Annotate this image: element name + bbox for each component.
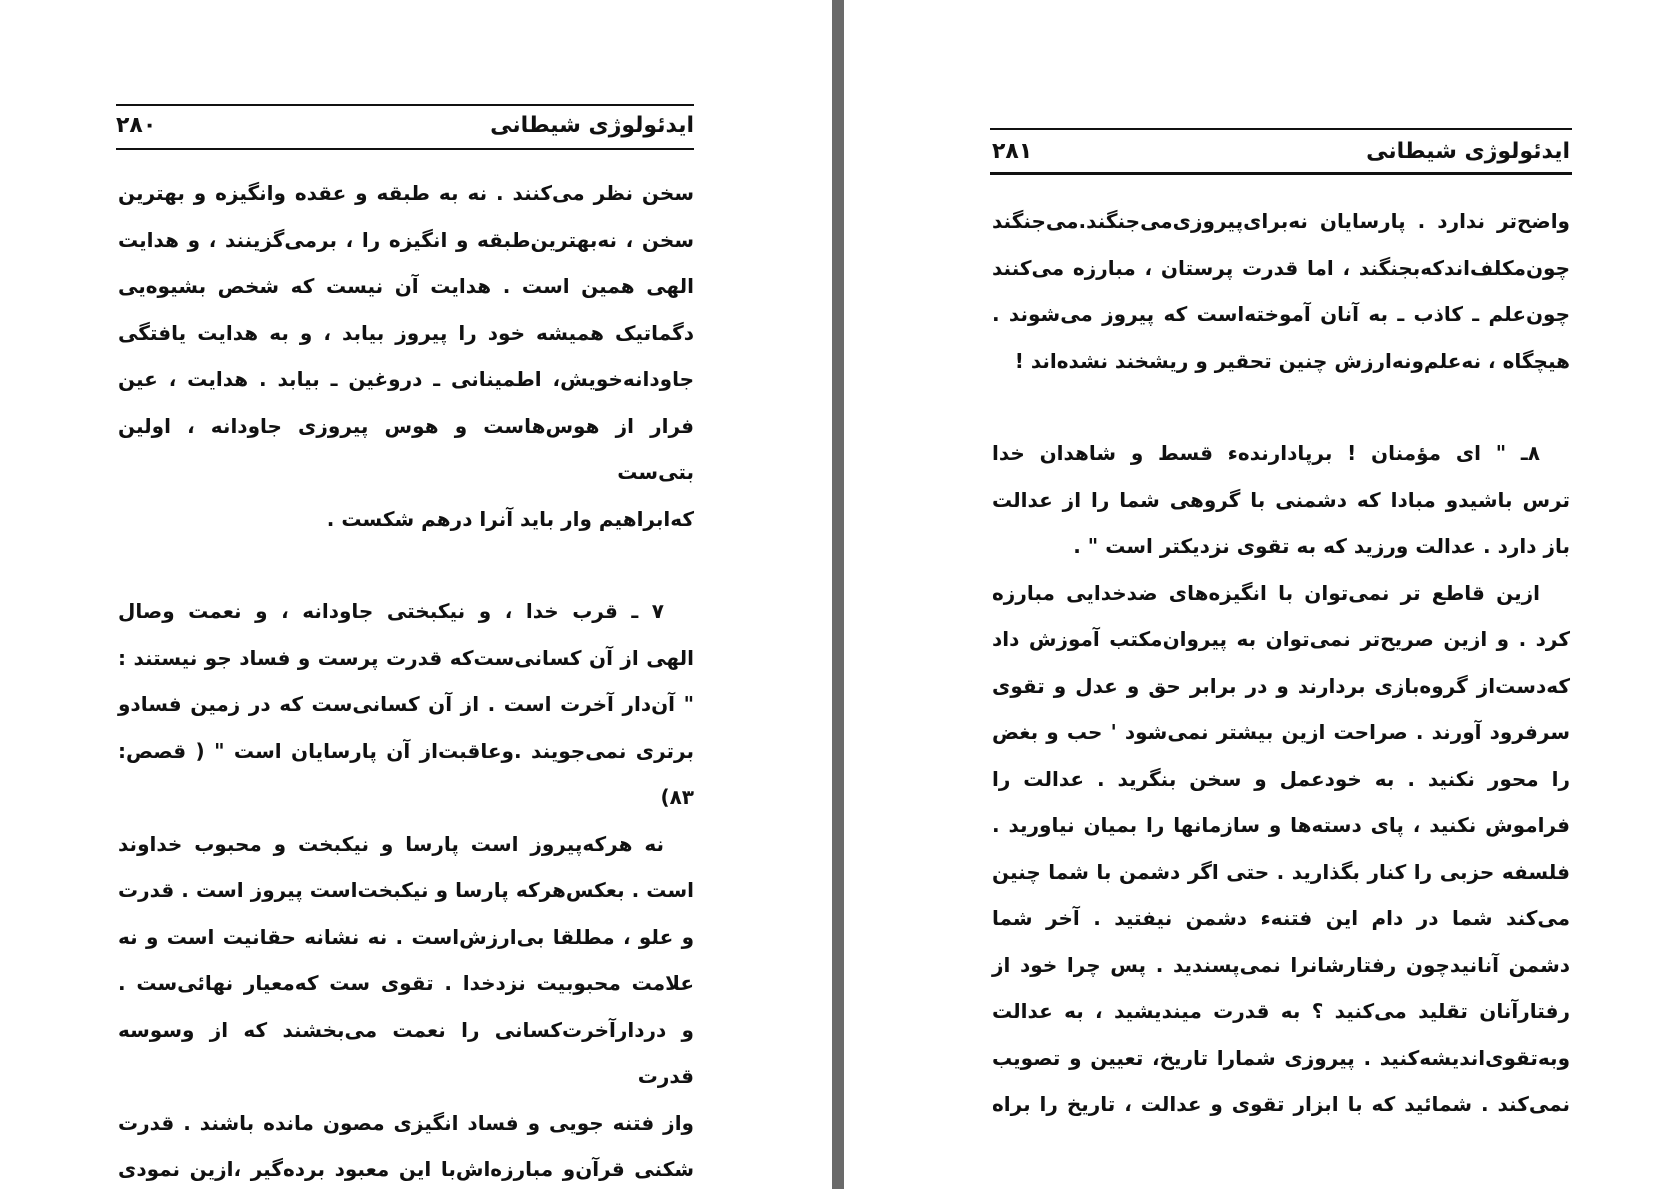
running-header xyxy=(992,134,1570,168)
text-line: نه هرکه‌پیروز است پارسا و نیکبخت و محبوب خداوند xyxy=(118,831,664,856)
header-rule-top xyxy=(990,128,1572,130)
text-line: می‌کند شما در دام این فتنه‌ء دشمن نیفتید . آخر شما xyxy=(992,906,1570,930)
text-line: و علو ، مطلقا بی‌ارزش‌است . نه نشانه حقانیت است و نه xyxy=(118,924,694,949)
paragraph xyxy=(992,570,1570,1128)
text-line: الهی همین است . هدایت آن نیست که شخص بشیوه‌یی xyxy=(118,274,694,298)
text-line: واضح‌تر ندارد . پارسایان نه‌برای‌پیروزی‌می‌جنگند.می‌جنگند xyxy=(992,209,1570,233)
paragraph-gap xyxy=(992,384,1570,430)
text-line: واز فتنه جویی و فساد انگیزی مصون مانده باشند . قدرت xyxy=(118,1110,694,1135)
running-header xyxy=(116,108,694,142)
text-line: ترس باشیدو مبادا که دشمنی با گروهی شما را از عدالت xyxy=(992,487,1570,512)
paragraph xyxy=(118,170,694,542)
paragraph xyxy=(118,821,694,1189)
text-line: که‌دست‌از گروه‌بازی بردارند و در برابر حق و عدل و تقوی xyxy=(992,673,1570,698)
header-rule-bottom xyxy=(116,148,694,150)
text-line: شکنی قرآن‌و مبارزه‌اش‌با این معبود برده‌گیر ،ازین نمودی xyxy=(118,1157,694,1181)
paragraph xyxy=(992,430,1570,570)
body-text xyxy=(992,198,1570,1128)
text-line: که‌ابراهیم وار باید آنرا درهم شکست . xyxy=(326,506,694,531)
text-line: ۸ـ " ای مؤمنان ! برپادارنده‌ء قسط و شاهدان خدا xyxy=(992,441,1540,465)
text-line: است . بعکس‌هرکه پارسا و نیکبخت‌است پیروز است . قدرت xyxy=(118,878,694,902)
text-line: ازین قاطع تر نمی‌توان با انگیزه‌های ضدخدایی مبارزه xyxy=(992,580,1540,605)
page-number: ۲۸۰ xyxy=(116,112,157,138)
text-line: وبه‌تقوی‌اندیشه‌کنید . پیروزی شمارا تاریخ، تعیین و تصویب xyxy=(992,1045,1570,1070)
left-page xyxy=(0,0,832,1189)
text-line: سخن نظر می‌کنند . نه به طبقه و عقده وانگیزه و بهترین xyxy=(118,181,694,205)
text-line: دگماتیک همیشه خود را پیروز بیابد ، و به هدایت یافتگی xyxy=(118,320,694,345)
text-line: برتری نمی‌جویند .وعاقبت‌از آن پارسایان است " ( قصص: xyxy=(118,738,694,763)
text-line: کرد . و ازین صریح‌تر نمی‌توان به پیروان‌مکتب آموزش داد xyxy=(992,627,1570,651)
text-line: رفتارآنان تقلید می‌کنید ؟ به قدرت میندیشید ، به عدالت xyxy=(992,999,1570,1023)
text-line: دشمن آنانیدچون رفتارشانرا نمی‌پسندید . پس چرا خود از xyxy=(992,952,1570,977)
body-text xyxy=(118,170,694,1189)
header-rule-bottom xyxy=(990,172,1572,175)
text-line: نمی‌کند . شمائید که با ابزار تقوی و عدالت ، تاریخ را براه xyxy=(992,1092,1570,1116)
running-title: ایدئولوژی شیطانی xyxy=(1366,138,1570,164)
text-line: فراموش نکنید ، پای دسته‌ها و سازمانها را بمیان نیاورید . xyxy=(992,813,1570,837)
running-title: ایدئولوژی شیطانی xyxy=(490,112,694,138)
text-line: سرفرود آورند . صراحت ازین بیشتر نمی‌شود ' حب و بغض xyxy=(992,720,1570,744)
text-line: جاودانه‌خویش، اطمینانی ـ دروغین ـ بیابد . هدایت ، عین xyxy=(118,367,694,391)
text-line: فرار از هوس‌هاست و هوس پیروزی جاودانه ، اولین بتی‌ست xyxy=(118,413,694,484)
text-line: چون‌مکلف‌اند‌که‌بجنگند ، اما قدرت پرستان ، مبارزه می‌کنند xyxy=(992,255,1570,280)
paragraph xyxy=(118,588,694,821)
page-number: ۲۸۱ xyxy=(992,138,1033,164)
right-page xyxy=(844,0,1671,1189)
text-line: ۸۳) xyxy=(660,785,694,809)
text-line: هیچگاه ، نه‌علم‌ونه‌ارزش چنین تحقیر و ریشخند نشده‌اند ! xyxy=(1014,348,1570,373)
header-rule-top xyxy=(116,104,694,106)
text-line: باز دارد . عدالت ورزید که به تقوی نزدیکتر است " . xyxy=(1073,534,1570,558)
paragraph xyxy=(992,198,1570,384)
text-line: " آن‌دار آخرت است . از آن کسانی‌ست که در زمین فسادو xyxy=(118,692,694,716)
text-line: علامت محبوبیت نزدخدا . تقوی ست که‌معیار نهائی‌ست . xyxy=(118,971,694,995)
text-line: را محور نکنید . به خودعمل و سخن بنگرید . عدالت را xyxy=(992,766,1570,791)
text-line: چون‌علم ـ کاذب ـ به آنان آموخته‌است که پیروز می‌شوند . xyxy=(992,302,1570,326)
text-line: سخن ، نه‌بهترین‌طبقه و انگیزه را ، برمی‌گزینند ، و هدایت xyxy=(118,227,694,252)
text-line: فلسفه حزبی را کنار بگذارید . حتی اگر دشمن با شما چنین xyxy=(992,859,1570,884)
text-line: الهی از آن کسانی‌ست‌که قدرت پرست و فساد جو نیستند : xyxy=(118,645,694,670)
paragraph-gap xyxy=(118,542,694,588)
text-line: ۷ ـ قرب خدا ، و نیکبختی جاودانه ، و نعمت وصال xyxy=(118,599,664,623)
page-gutter xyxy=(832,0,844,1189)
text-line: و دردارآخرت‌کسانی را نعمت می‌بخشند که از وسوسه قدرت xyxy=(118,1017,694,1088)
